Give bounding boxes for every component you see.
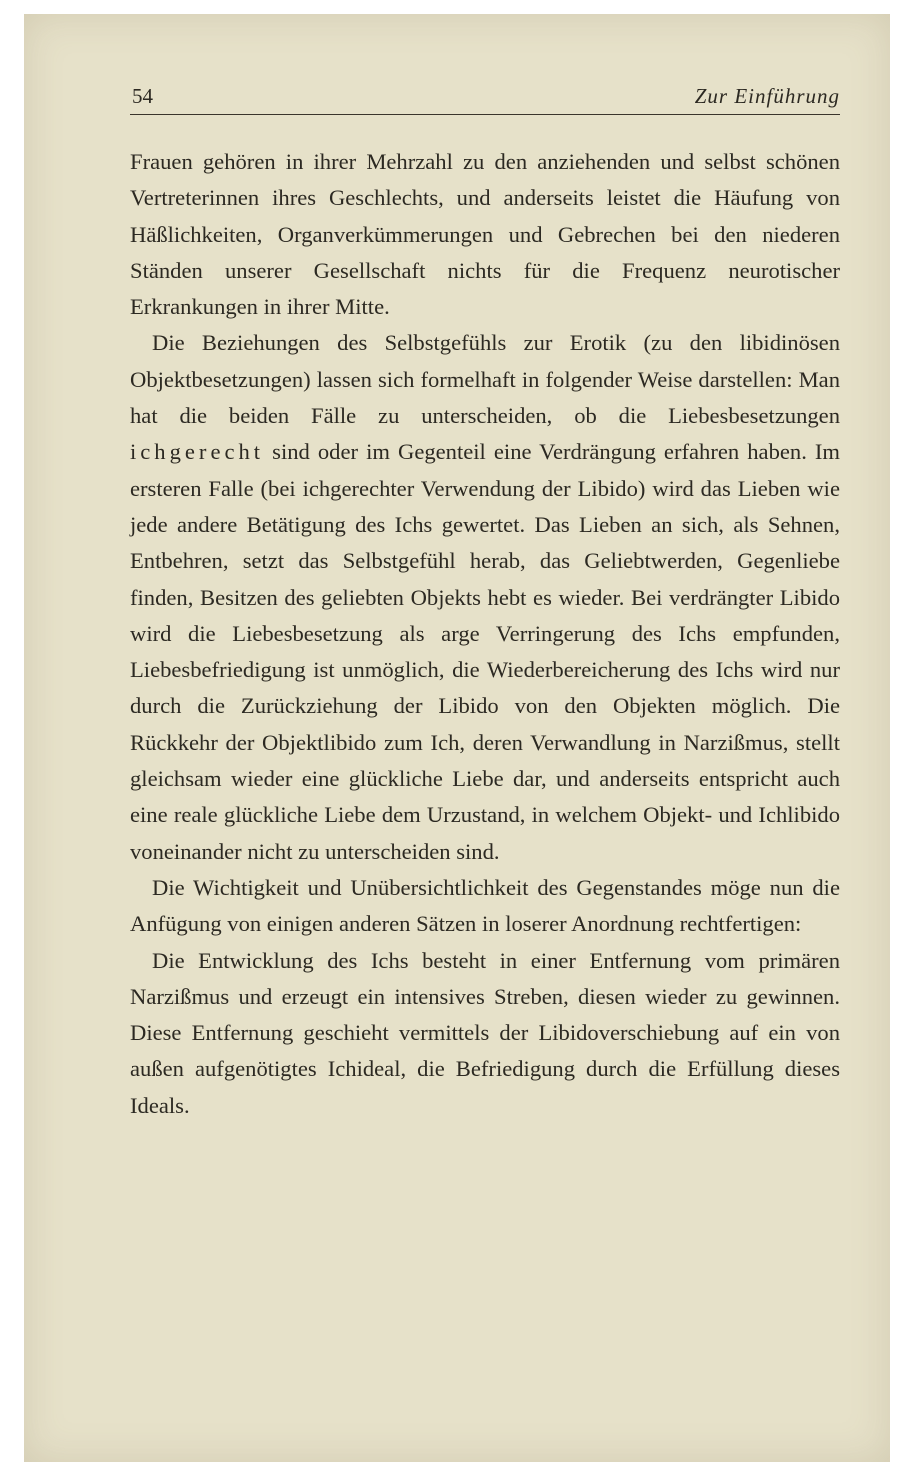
paragraph-1: Frauen gehören in ihrer Mehrzahl zu den anziehenden und selbst schönen Vertreterinnen ihres Geschlechts, und anderseits leistet die Häufung von Häßlichkeiten, Organverkümmerungen und Gebrechen bei den niederen Ständen unserer Gesellschaft nichts für die Frequenz neurotischer Erkrankungen in ihrer Mitte. [130,149,840,320]
page-number: 54 [132,84,153,108]
book-page [24,14,890,1462]
paragraph-3: Die Wichtigkeit und Unübersichtlichkeit des Gegenstandes möge nun die Anfügung von einigen anderen Sätzen in loserer Anordnung rechtfertigen: [130,874,840,937]
paragraph-2-before: Die Beziehungen des Selbstgefühls zur Erotik (zu den libidinösen Objektbesetzungen) lassen sich formelhaft in folgender Weise darstellen: Man hat die beiden Fälle zu unterscheiden, ob die Liebesbesetzungen [130,330,840,429]
paragraph-2 [130,325,840,869]
paragraph-2-after: sind oder im Gegenteil eine Verdrängung erfahren haben. Im ersteren Falle (bei ichgerechter Verwendung der Libido) wird das Lieben wie jede andere Betätigung des Ichs gewertet. Das Lieben an sich, als Sehnen, Entbehren, setzt das Selbstgefühl herab, das Geliebtwerden, Gegenliebe finden, Besitzen des geliebten Objekts hebt es wieder. Bei verdrängter Libido wird die Liebesbesetzung als arge Verringerung des Ichs empfunden, Liebesbefriedigung ist unmöglich, die Wiederbereicherung des Ichs wird nur durch die Zurückziehung der Libido von den Objekten möglich. Die Rückkehr der Objektlibido zum Ich, deren Verwandlung in Narzißmus, stellt gleichsam wieder eine glückliche Liebe dar, und anderseits entspricht auch eine reale glückliche Liebe dem Urzustand, in welchem Objekt- und Ichlibido voneinander nicht zu unterscheiden sind. [130,439,840,864]
paragraph-2-emphasis: ichgerecht [130,439,265,465]
running-title: Zur Einführung [694,84,840,108]
body-text [130,144,840,1124]
page-header [130,78,840,115]
paragraph-4: Die Entwicklung des Ichs besteht in einer Entfernung vom primären Narzißmus und erzeugt ein intensives Streben, diesen wieder zu gewinnen. Diese Entfernung geschieht vermittels der Libidoverschiebung auf ein von außen aufgenötigtes Ichideal, die Befriedigung durch die Erfüllung dieses Ideals. [130,947,840,1118]
